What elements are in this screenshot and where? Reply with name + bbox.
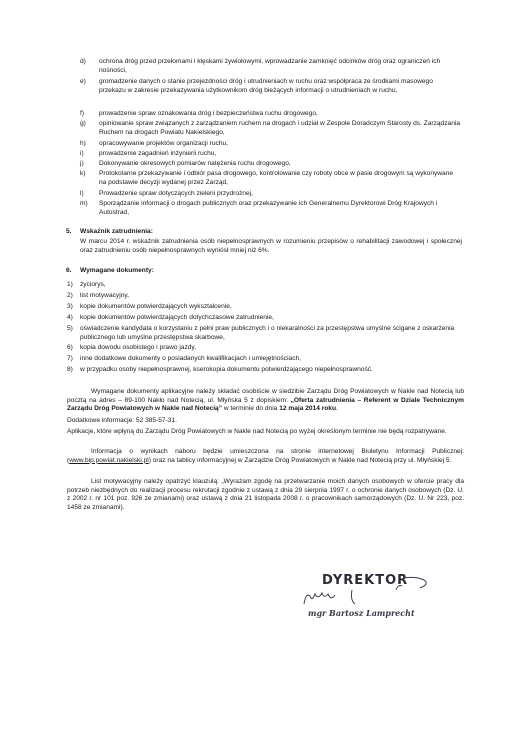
list-marker: j) — [80, 160, 84, 167]
list-marker: 6) — [67, 344, 73, 351]
list-text: prowadzenie spraw oznakowania dróg i bezpieczeństwa ruchu drogowego, — [99, 110, 318, 117]
list-marker: 7) — [67, 355, 73, 362]
list-text: list motywacyjny, — [80, 292, 129, 299]
list-text: kopia dowodu osobistego i prawo jazdy, — [80, 344, 197, 351]
list-marker: f) — [80, 110, 85, 117]
submission-deadline-label: w terminie do dnia — [222, 405, 280, 413]
results-text-end: ) oraz na tablicy informacyjnej w Zarządzie Dróg Powiatowych w Nakle nad Notecią przy ul. Młyńskiej 5. — [148, 456, 452, 464]
list-marker: 4) — [67, 314, 73, 321]
section-title: Wymagane dokumenty: — [80, 267, 154, 274]
list-text: w przypadku osoby niepełnosprawnej, kserokopia dokumentu potwierdzającego niepełnosprawność. — [80, 366, 373, 373]
submission-deadline-date: 12 maja 2014 roku — [279, 405, 337, 413]
employment-indicator-text: W marcu 2014 r. wskaźnik zatrudnienia osób niepełnosprawnych w rozumieniu przepisów o rehabilitacji zawodowej i społecznej oraz zatrudnieniu osób niepełnosprawnych wyniósł mniej niż 6%. — [80, 238, 462, 254]
additional-info: Dodatkowe informacje: 52 385-57-31. — [67, 417, 177, 424]
list-marker: 8) — [67, 366, 73, 373]
list-text: gromadzenie danych o stanie przejezdności dróg i utrudnieniach w ruchu oraz współpraca ze środkami masowego przekazu w zakresie przekazywania użytkownikom dróg bieżących informacji o utrudnieniach w ruchu, — [99, 78, 433, 94]
submission-instructions — [67, 388, 464, 414]
bip-link[interactable]: www.bip.powiat.nakielski.pl — [69, 456, 149, 464]
list-marker: l) — [80, 190, 84, 197]
list-text: prowadzenie zagadnień inżynierii ruchu, — [99, 150, 217, 157]
list-text: Sporządzanie informacji o drogach publicznych oraz przekazywanie ich Generalnemu Dyrektorowi Dróg Krajowych i Autostrad, — [99, 200, 438, 216]
list-text: opiniowanie spraw związanych z zarządzaniem ruchem na drogach i udział w Zespole Doradczym Starosty ds. Zarządzania Ruchem na drogach Powiatu Nakielskiego, — [99, 120, 460, 136]
list-text: kopie dokumentów potwierdzających wykształcenie, — [80, 303, 232, 310]
signature-block — [298, 566, 438, 626]
list-text: ochrona dróg przed przełomami i klęskami żywiołowymi, wprowadzanie zamknięć odcinków dróg oraz ograniczeń ich nośności, — [99, 58, 441, 74]
section-number: 5. — [66, 228, 72, 235]
submission-end: . — [336, 405, 338, 413]
list-text: życiorys, — [80, 281, 106, 288]
list-marker: m) — [80, 200, 88, 207]
list-text: Protokolarne przekazywanie i odbiór pasa drogowego, kontrolowanie czy roboty obce w pasie drogowym są wykonywane na podstawie decyzji wydanej przez Zarząd, — [99, 170, 454, 186]
submission-title-note: „Oferta zatrudnienia – Referent w Dziale Technicznym Zarządu Dróg Powiatowych w Nakle nad Notecią” — [67, 396, 464, 413]
results-text: Informacja o wynikach naboru będzie umieszczona na stronie internetowej Biuletynu Informacji Publicznej: ( — [67, 448, 464, 464]
consent-clause: List motywacyjny należy opatrzyć klauzulą: „Wyrażam zgodę na przetwarzanie moich danych osobowych w ofercie pracy dla potrzeb niezbędnych do realizacji procesu rekrutacji zgodnie z ustawą z dnia 29 sierpnia 1997 r. o ochronie danych osobowych (Dz. U. z 2002 r. nr 101 poz. 926 ze zmianami) oraz ustawą z dnia 21 listopada 2008 r. o pracownikach samorządowych (Dz. U. Nr 223, poz. 1458 ze zmianami). — [67, 478, 464, 511]
list-marker: d) — [80, 58, 86, 65]
list-text: oświadczenie kandydata o korzystaniu z pełni praw publicznych i o niekaralności za przestępstwa umyślne ścigane z oskarżenia publicznego lub umyślne przestępstwa skarbowe, — [80, 325, 455, 341]
list-text: Dokonywanie okresowych pomiarów natężenia ruchu drogowego, — [99, 160, 291, 167]
list-marker: 3) — [67, 303, 73, 310]
submission-text: Wymagane dokumenty aplikacyjne należy składać osobiście w siedzibie Zarządu Dróg Powiatowych w Nakle nad Notecią lub pocztą na adres – 89-100 Nakło nad Notecią, ul. Młyńska 5 z dopiskiem: — [67, 388, 464, 404]
list-marker: k) — [80, 170, 86, 177]
director-name: mgr Bartosz Lamprecht — [308, 608, 415, 618]
list-marker: h) — [80, 140, 86, 147]
section-title: Wskaźnik zatrudnienia: — [80, 228, 153, 235]
section-number: 6. — [66, 267, 72, 274]
list-text: opracowywanie projektów organizacji ruchu, — [99, 140, 229, 147]
list-marker: i) — [80, 150, 84, 157]
list-text: Prowadzenie spraw dotyczących zieleni przydrożnej, — [99, 190, 253, 197]
list-marker: g) — [80, 120, 86, 127]
list-text: inne dodatkowe dokumenty o posiadanych kwalifikacjach i umiejętnościach, — [80, 355, 302, 362]
director-stamp-title: DYREKTOR — [322, 573, 409, 588]
list-marker: e) — [80, 78, 86, 85]
results-info — [67, 448, 464, 465]
list-text: kopie dokumentów potwierdzających dotychczasowe zatrudnienie, — [80, 314, 274, 321]
list-marker: 2) — [67, 292, 73, 299]
list-marker: 5) — [67, 325, 73, 332]
list-marker: 1) — [67, 281, 73, 288]
late-applications-note: Aplikacje, które wpłyną do Zarządu Dróg Powiatowych w Nakle nad Notecią po wyżej określonym terminie nie będą rozpatrywane. — [67, 428, 447, 435]
